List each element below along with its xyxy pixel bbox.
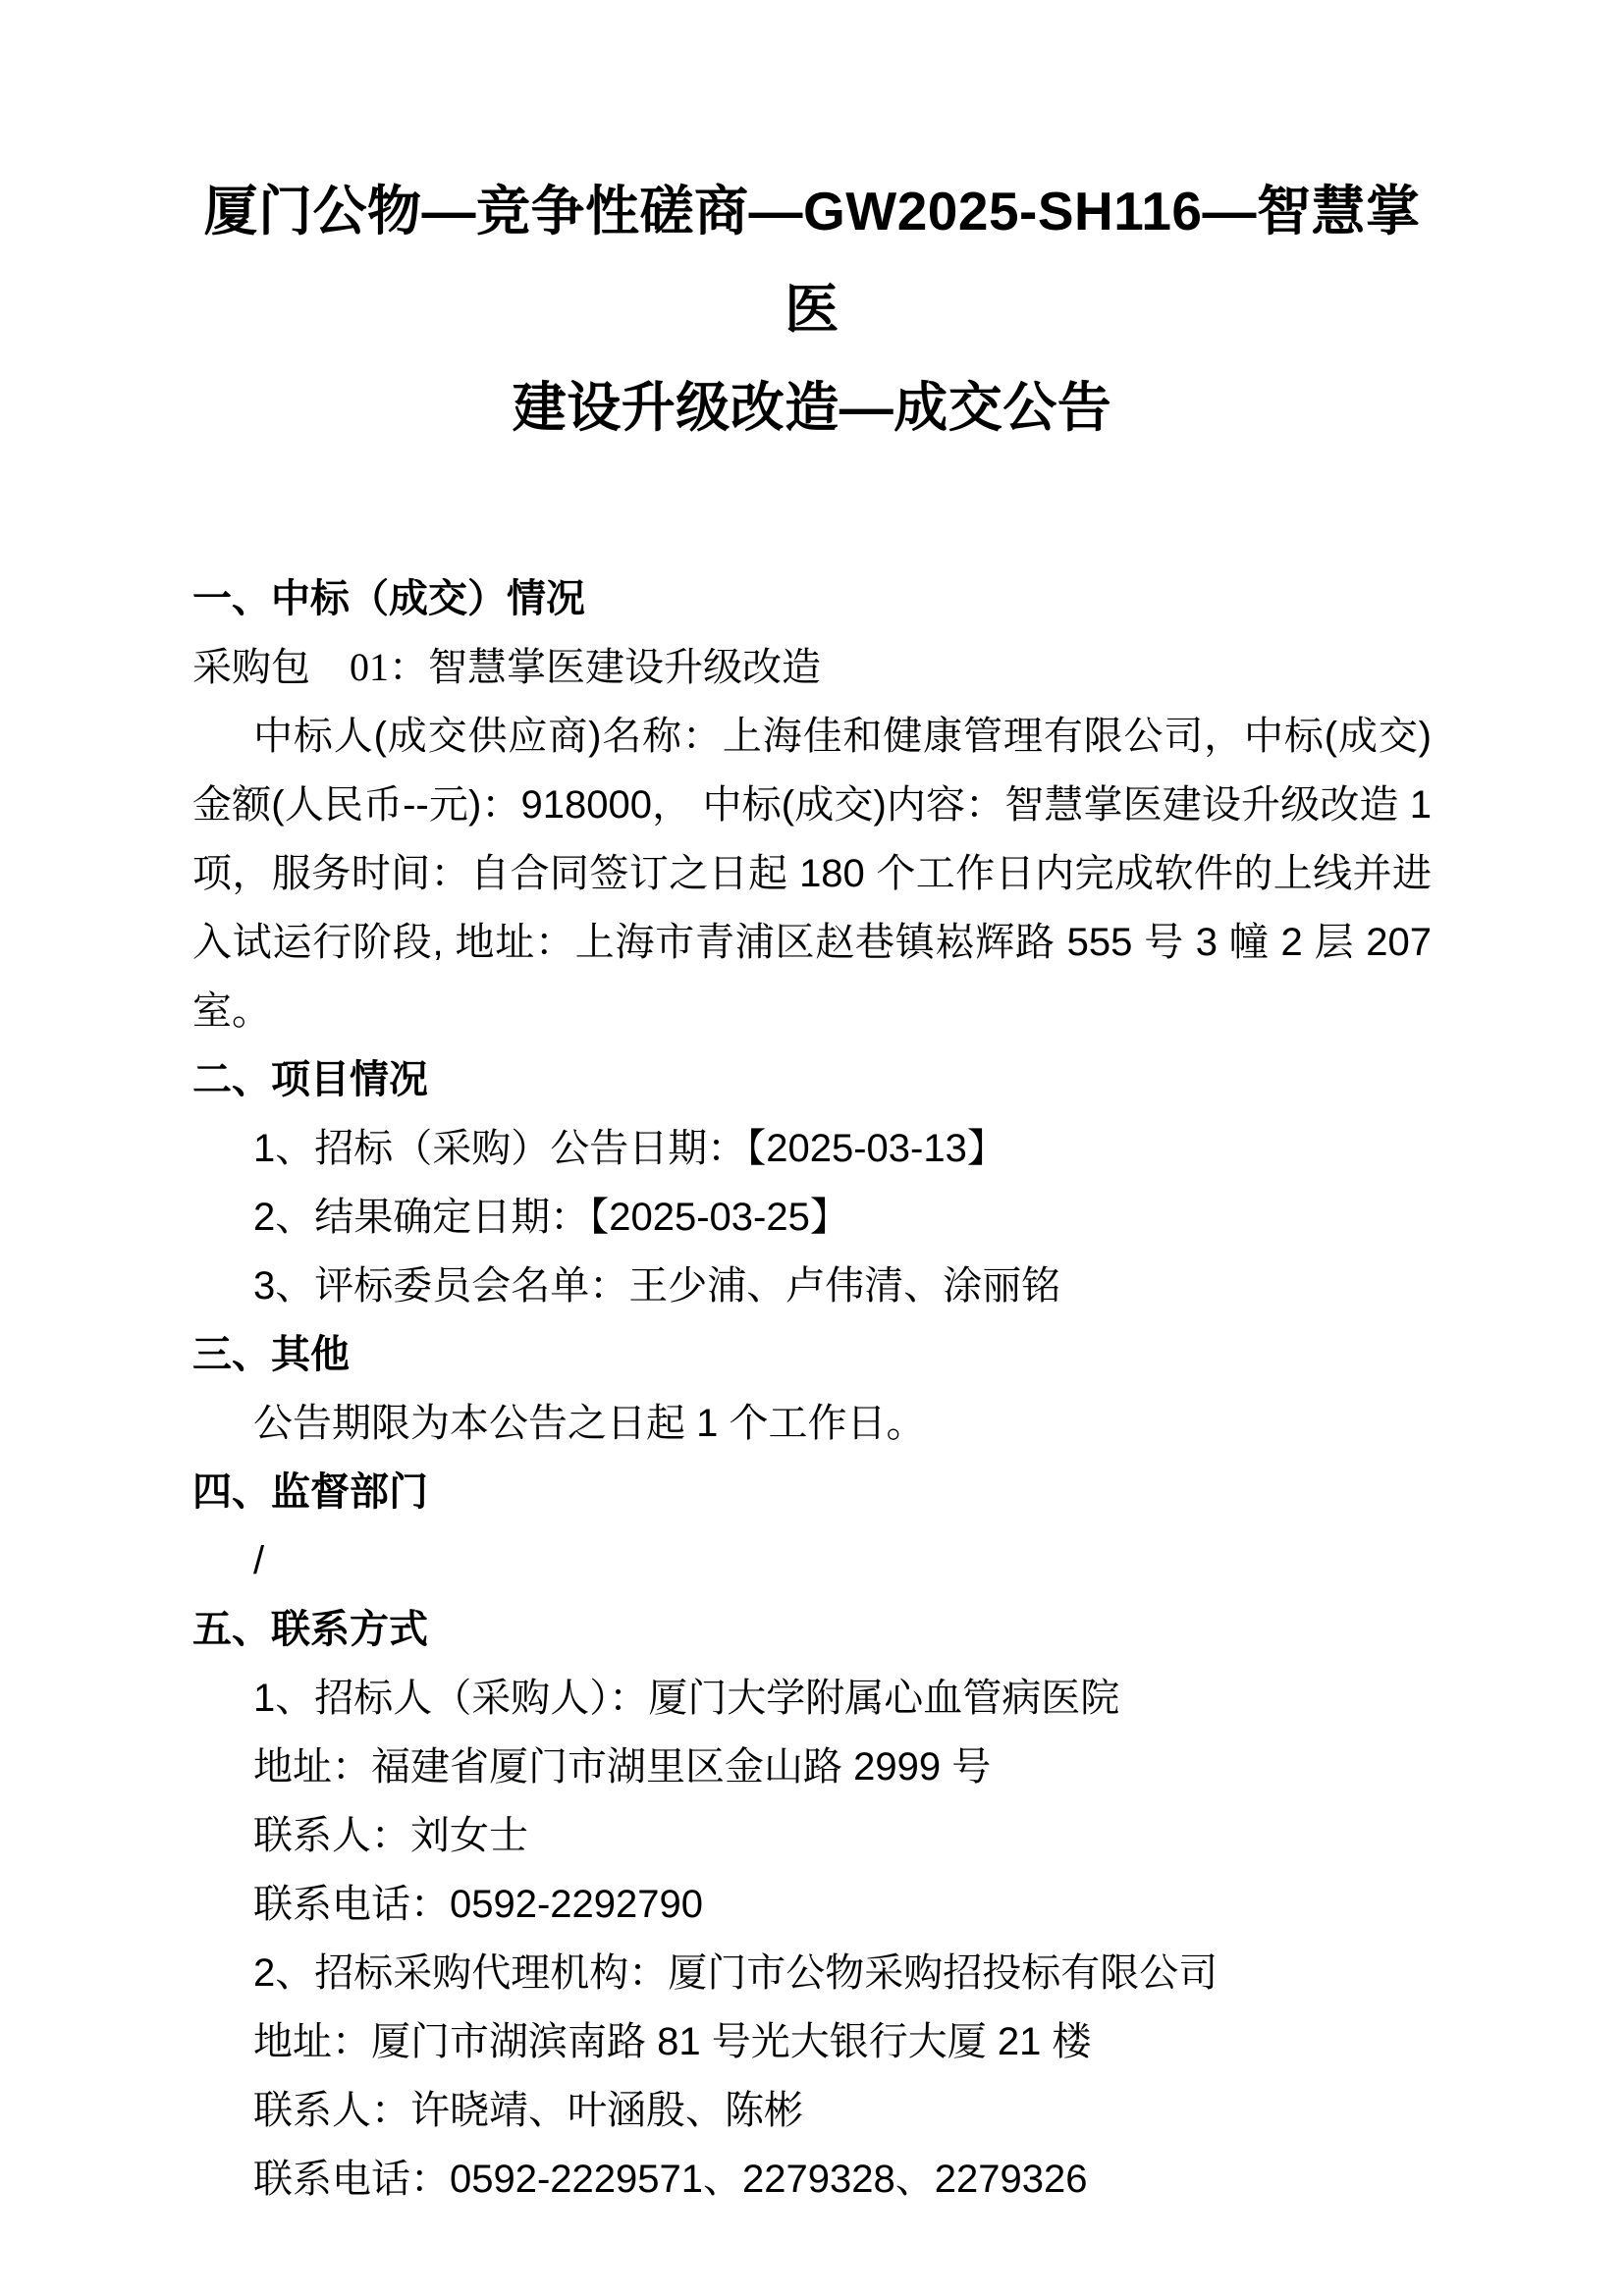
- supervision-department-line: /: [253, 1539, 265, 1582]
- document-title-line2: 建设升级改造—成交公告: [512, 377, 1112, 438]
- section-project-heading: 二、项目情况: [192, 1058, 428, 1101]
- purchaser-address-line: 地址：福建省厦门市湖里区金山路 2999 号: [253, 1745, 992, 1789]
- document-body: [192, 564, 1432, 2214]
- section-other-heading: 三、其他: [192, 1333, 350, 1376]
- agency-phone-line: 联系电话：0592-2229571、2279328、2279326: [253, 2158, 1088, 2201]
- section-contact-heading: 五、联系方式: [192, 1608, 428, 1651]
- section-award-heading: 一、中标（成交）情况: [192, 577, 585, 620]
- document-title-line1: 厦门公物—竞争性磋商—GW2025-SH116—智慧掌医: [203, 181, 1421, 340]
- purchase-package-line: 采购包 01：智慧掌医建设升级改造: [192, 645, 821, 689]
- purchaser-name-line: 1、招标人（采购人）：厦门大学附属心血管病医院: [253, 1677, 1120, 1720]
- tender-announcement-date-line: 1、招标（采购）公告日期：【2025-03-13】: [253, 1127, 1006, 1170]
- purchaser-contact-line: 联系人：刘女士: [253, 1814, 528, 1857]
- award-details-paragraph: 中标人(成交供应商)名称：上海佳和健康管理有限公司，中标(成交)金额(人民币--元)：918000， 中标(成交)内容：智慧掌医建设升级改造 1 项，服务时间：自合同签订之日起 180 个工作日内完成软件的上线并进入试运行阶段, 地址：上海市青浦区赵巷镇崧辉路 555 号 3 幢 2 层 207 室。: [192, 715, 1432, 1033]
- section-supervision-heading: 四、监督部门: [192, 1470, 428, 1514]
- document-title: [192, 162, 1432, 456]
- agency-contact-line: 联系人：许晓靖、叶涵殷、陈彬: [253, 2089, 803, 2132]
- announcement-period-line: 公告期限为本公告之日起 1 个工作日。: [253, 1402, 926, 1445]
- purchaser-phone-line: 联系电话：0592-2292790: [253, 1883, 704, 1926]
- result-confirmation-date-line: 2、结果确定日期：【2025-03-25】: [253, 1196, 849, 1239]
- agency-address-line: 地址：厦门市湖滨南路 81 号光大银行大厦 21 楼: [253, 2020, 1092, 2063]
- agency-name-line: 2、招标采购代理机构：厦门市公物采购招投标有限公司: [253, 1951, 1218, 1995]
- evaluation-committee-line: 3、评标委员会名单：王少浦、卢伟清、涂丽铭: [253, 1264, 1061, 1308]
